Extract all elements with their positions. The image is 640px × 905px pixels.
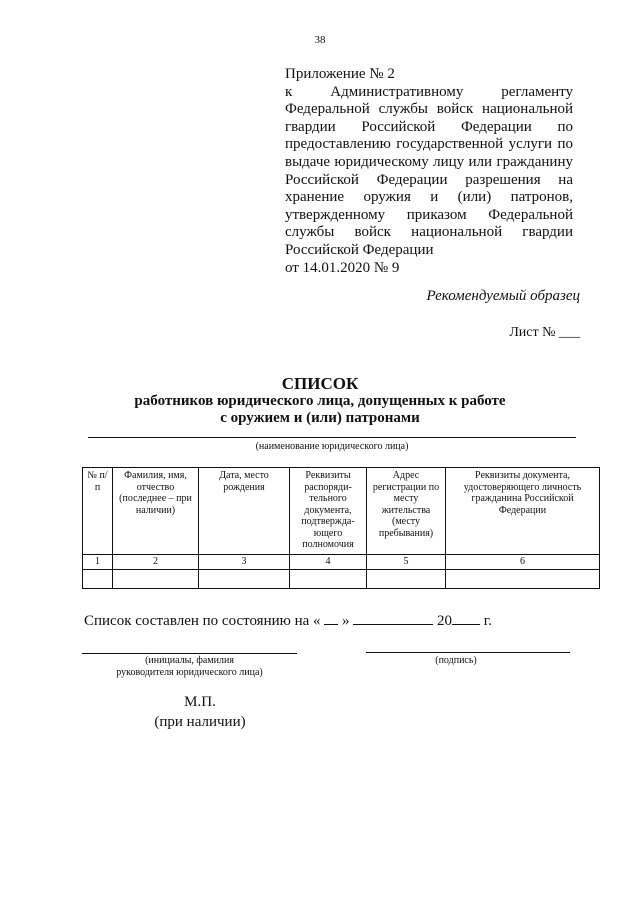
header-cell-id-document: Реквизиты документа, удостоверяющего личность гражданина Российской Федерации (446, 468, 600, 555)
appendix-line-9: утвержденному приказом Федеральной (285, 206, 573, 223)
compiled-day-blank (324, 610, 338, 625)
table-cell (290, 569, 367, 588)
sheet-number-label: Лист № ___ (509, 325, 580, 340)
appendix-line-2: к Административному регламенту (285, 83, 574, 100)
legal-entity-caption: (наименование юридического лица) (255, 441, 409, 452)
appendix-line-4: гвардии Российской Федерации по (285, 118, 573, 135)
appendix-line-10: службы войск национальной гвардии (285, 224, 573, 241)
appendix-line-6: выдаче юридическому лицу или гражданину (285, 153, 573, 170)
stamp-note: (при наличии) (154, 714, 246, 730)
column-number-cell: 2 (113, 555, 199, 570)
table-cell (83, 569, 113, 588)
title-line-2: работников юридического лица, допущенных к работе (134, 393, 506, 409)
page-number: 38 (314, 34, 326, 46)
column-number-cell: 3 (199, 555, 290, 570)
column-number-cell: 6 (446, 555, 600, 570)
appendix-line-1: Приложение № 2 (285, 66, 395, 82)
title-main: СПИСОК (281, 374, 359, 393)
compiled-date-line (84, 610, 492, 630)
appendix-line-8: хранение оружия и (или) патронов, (285, 189, 573, 206)
table-cell (446, 569, 600, 588)
recommended-sample-label: Рекомендуемый образец (426, 288, 580, 304)
compiled-mid: » (342, 613, 350, 629)
table-number-row (83, 555, 600, 570)
table-header-row (83, 468, 600, 555)
document-title (0, 374, 640, 427)
appendix-line-11: Российской Федерации (285, 241, 434, 258)
header-cell-order-details: Реквизиты распоряди-тельного документа, подтвержда-ющего полномочия (290, 468, 367, 555)
header-cell-birth: Дата, место рождения (199, 468, 290, 555)
name-signature-line (82, 653, 297, 654)
compiled-year-prefix: 20 (437, 613, 453, 629)
signature-line (366, 652, 570, 653)
employees-table (82, 467, 600, 589)
column-number-cell: 4 (290, 555, 367, 570)
title-line-3: с оружием и (или) патронами (220, 410, 420, 426)
header-cell-number: № п/п (83, 468, 113, 555)
signature-caption: (подпись) (435, 655, 477, 666)
appendix-line-3: Федеральной службы войск национальной (285, 101, 573, 118)
column-number-cell: 1 (83, 555, 113, 570)
appendix-line-5: предоставлению государственной услуги по (285, 136, 573, 153)
compiled-year-blank (452, 610, 480, 625)
name-caption: (инициалы, фамилия руководителя юридического лица) (116, 655, 263, 678)
table-cell (113, 569, 199, 588)
legal-entity-name-line (88, 437, 576, 438)
column-number-cell: 5 (367, 555, 446, 570)
table-cell (367, 569, 446, 588)
header-cell-full-name: Фамилия, имя, отчество (последнее – при наличии) (113, 468, 199, 555)
compiled-month-blank (353, 610, 433, 625)
table-row (83, 569, 600, 588)
header-cell-address: Адрес регистрации по месту жительства (месту пребывания) (367, 468, 446, 555)
stamp-block (150, 692, 250, 732)
appendix-line-7: Российской Федерации разрешения на (285, 171, 573, 188)
compiled-prefix: Список составлен по состоянию на « (84, 613, 321, 629)
appendix-line-12: от 14.01.2020 № 9 (285, 259, 400, 276)
appendix-header (285, 66, 573, 277)
stamp-label: М.П. (184, 694, 216, 710)
compiled-year-suffix: г. (483, 613, 492, 629)
table-cell (199, 569, 290, 588)
